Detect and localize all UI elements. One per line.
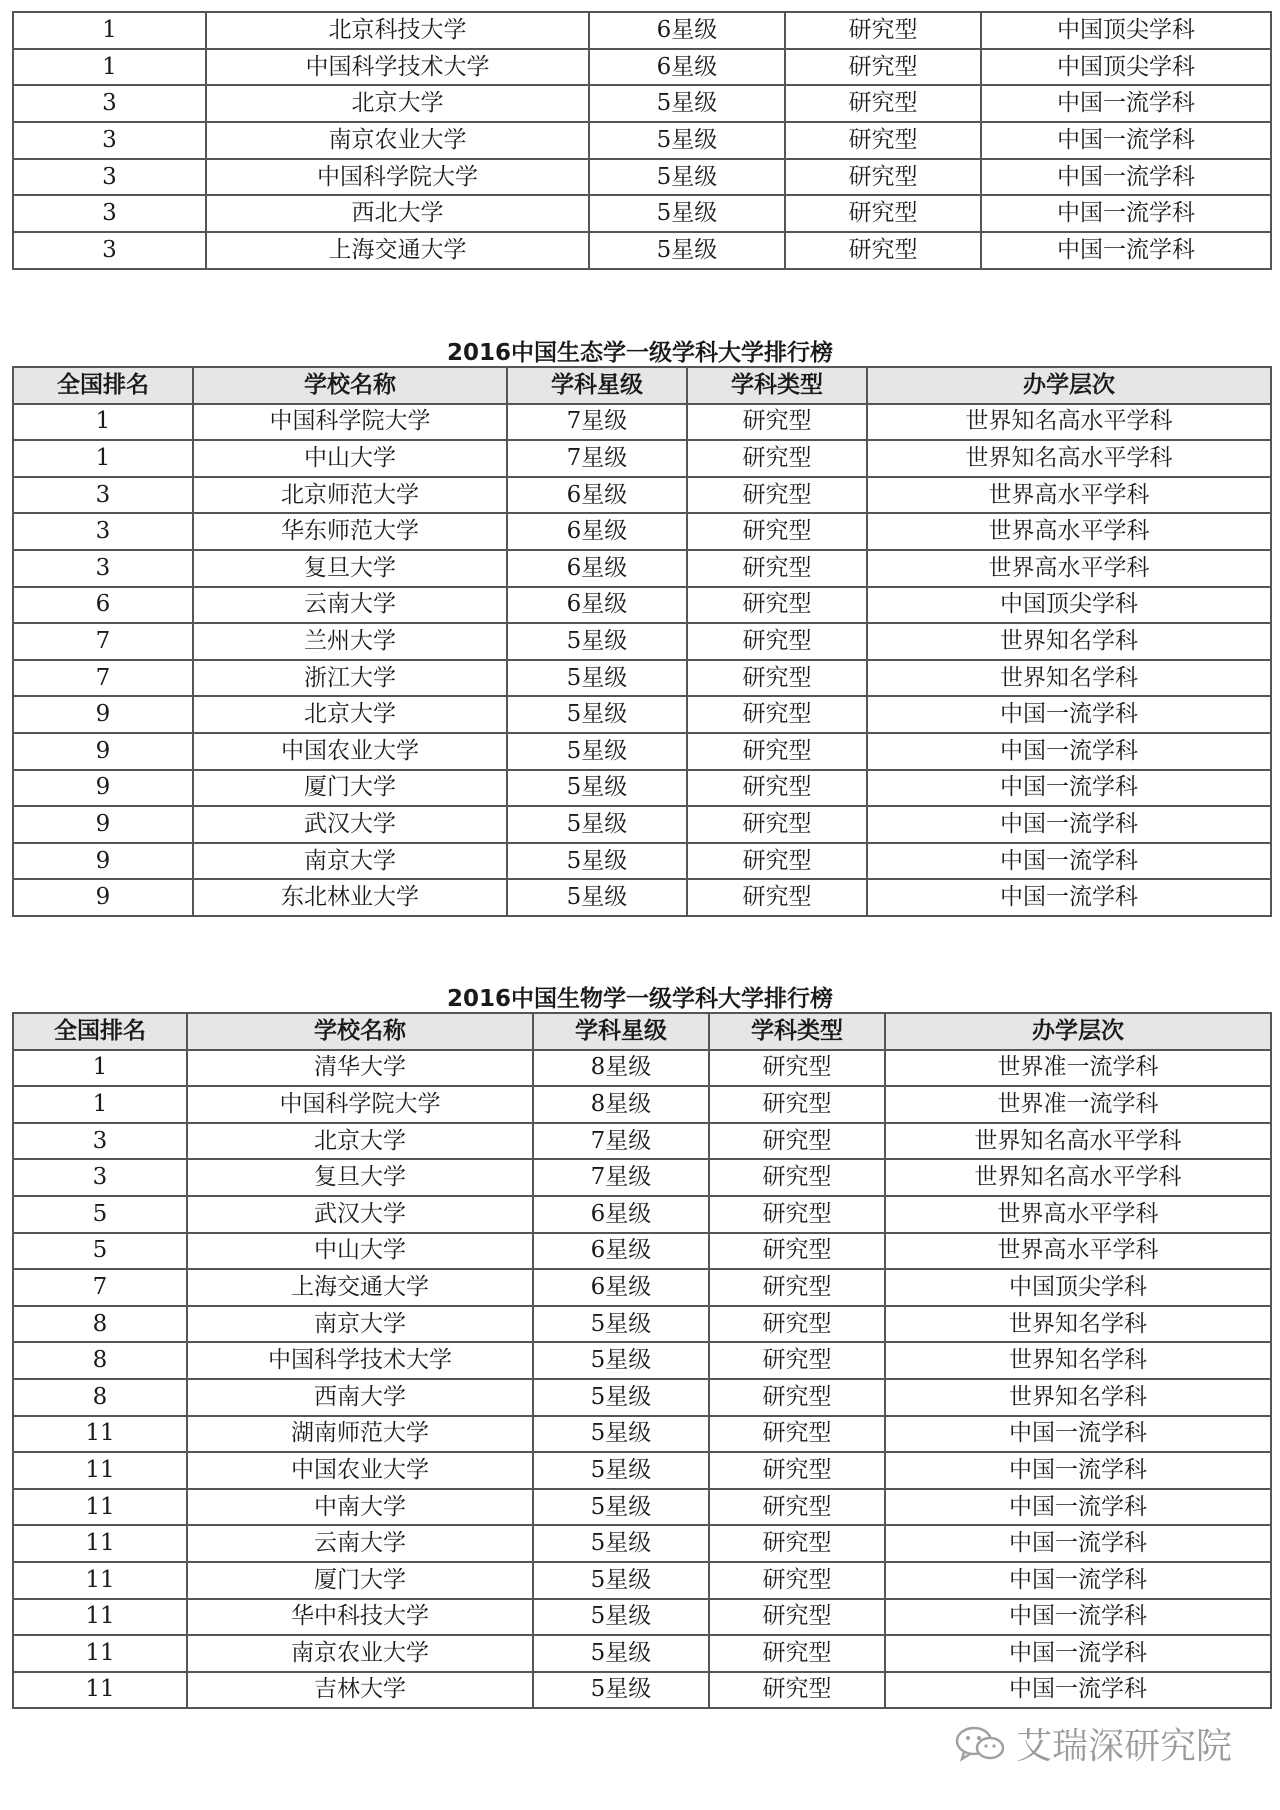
table-row bbox=[13, 1050, 1271, 1087]
cell-rank: 11 bbox=[13, 1635, 187, 1672]
cell-stars: 5星级 bbox=[589, 159, 785, 196]
cell-type: 研究型 bbox=[709, 1196, 885, 1233]
table-row bbox=[13, 843, 1271, 880]
cell-rank: 9 bbox=[13, 696, 193, 733]
cell-stars: 6星级 bbox=[589, 49, 785, 86]
cell-type: 研究型 bbox=[709, 1269, 885, 1306]
table-row bbox=[13, 49, 1271, 86]
cell-rank: 9 bbox=[13, 879, 193, 916]
cell-rank: 9 bbox=[13, 770, 193, 807]
cell-level: 中国一流学科 bbox=[981, 122, 1271, 159]
cell-stars: 5星级 bbox=[589, 122, 785, 159]
cell-stars: 6星级 bbox=[533, 1196, 709, 1233]
biology-ranking-table bbox=[12, 1012, 1272, 1709]
cell-type: 研究型 bbox=[785, 49, 981, 86]
table-row bbox=[13, 587, 1271, 624]
ranking-table-continued bbox=[12, 11, 1272, 270]
cell-type: 研究型 bbox=[687, 623, 867, 660]
cell-stars: 5星级 bbox=[533, 1342, 709, 1379]
cell-stars: 6星级 bbox=[507, 477, 687, 514]
cell-school: 上海交通大学 bbox=[187, 1269, 533, 1306]
cell-level: 中国一流学科 bbox=[867, 806, 1271, 843]
cell-stars: 7星级 bbox=[533, 1159, 709, 1196]
cell-stars: 5星级 bbox=[507, 696, 687, 733]
cell-school: 中国科学院大学 bbox=[187, 1086, 533, 1123]
cell-level: 中国一流学科 bbox=[885, 1489, 1271, 1526]
table-row bbox=[13, 122, 1271, 159]
cell-stars: 5星级 bbox=[533, 1489, 709, 1526]
cell-level: 中国一流学科 bbox=[981, 159, 1271, 196]
table-row bbox=[13, 12, 1271, 49]
cell-school: 中国科学院大学 bbox=[193, 404, 507, 441]
header-rank: 全国排名 bbox=[13, 1013, 187, 1050]
header-stars: 学科星级 bbox=[533, 1013, 709, 1050]
cell-level: 中国一流学科 bbox=[885, 1562, 1271, 1599]
table-row bbox=[13, 1306, 1271, 1343]
cell-school: 南京大学 bbox=[187, 1306, 533, 1343]
cell-type: 研究型 bbox=[709, 1489, 885, 1526]
table-row bbox=[13, 404, 1271, 441]
cell-school: 西南大学 bbox=[187, 1379, 533, 1416]
table-row bbox=[13, 477, 1271, 514]
cell-rank: 9 bbox=[13, 733, 193, 770]
cell-level: 世界准一流学科 bbox=[885, 1050, 1271, 1087]
cell-stars: 5星级 bbox=[533, 1525, 709, 1562]
cell-school: 西北大学 bbox=[206, 195, 589, 232]
cell-level: 世界高水平学科 bbox=[885, 1233, 1271, 1270]
cell-school: 中国科学院大学 bbox=[206, 159, 589, 196]
cell-type: 研究型 bbox=[709, 1672, 885, 1709]
cell-rank: 3 bbox=[13, 1123, 187, 1160]
cell-level: 世界高水平学科 bbox=[867, 477, 1271, 514]
cell-stars: 5星级 bbox=[533, 1635, 709, 1672]
cell-school: 华中科技大学 bbox=[187, 1599, 533, 1636]
cell-type: 研究型 bbox=[785, 12, 981, 49]
cell-stars: 5星级 bbox=[533, 1599, 709, 1636]
cell-type: 研究型 bbox=[709, 1379, 885, 1416]
cell-rank: 9 bbox=[13, 843, 193, 880]
cell-rank: 8 bbox=[13, 1379, 187, 1416]
cell-rank: 8 bbox=[13, 1342, 187, 1379]
cell-rank: 8 bbox=[13, 1306, 187, 1343]
cell-stars: 5星级 bbox=[507, 843, 687, 880]
table-row bbox=[13, 623, 1271, 660]
cell-rank: 3 bbox=[13, 85, 206, 122]
cell-level: 中国一流学科 bbox=[885, 1599, 1271, 1636]
cell-school: 北京大学 bbox=[193, 696, 507, 733]
table-row bbox=[13, 733, 1271, 770]
cell-level: 中国一流学科 bbox=[981, 195, 1271, 232]
cell-rank: 11 bbox=[13, 1452, 187, 1489]
cell-rank: 6 bbox=[13, 587, 193, 624]
cell-type: 研究型 bbox=[687, 513, 867, 550]
watermark-text: 艾瑞深研究院 bbox=[1015, 1726, 1232, 1767]
table-row bbox=[13, 440, 1271, 477]
cell-rank: 3 bbox=[13, 513, 193, 550]
cell-level: 中国一流学科 bbox=[885, 1416, 1271, 1453]
cell-rank: 11 bbox=[13, 1562, 187, 1599]
cell-school: 中国科学技术大学 bbox=[187, 1342, 533, 1379]
cell-stars: 6星级 bbox=[507, 587, 687, 624]
cell-level: 世界知名学科 bbox=[885, 1306, 1271, 1343]
cell-stars: 6星级 bbox=[507, 513, 687, 550]
table-row bbox=[13, 195, 1271, 232]
table-row bbox=[13, 159, 1271, 196]
cell-rank: 7 bbox=[13, 623, 193, 660]
cell-stars: 8星级 bbox=[533, 1086, 709, 1123]
cell-school: 上海交通大学 bbox=[206, 232, 589, 269]
cell-level: 中国一流学科 bbox=[867, 733, 1271, 770]
cell-type: 研究型 bbox=[687, 660, 867, 697]
cell-type: 研究型 bbox=[785, 195, 981, 232]
wechat-icon bbox=[954, 1724, 1006, 1764]
cell-level: 世界知名学科 bbox=[867, 623, 1271, 660]
cell-stars: 6星级 bbox=[507, 550, 687, 587]
header-level: 办学层次 bbox=[885, 1013, 1271, 1050]
table-row bbox=[13, 806, 1271, 843]
cell-stars: 5星级 bbox=[589, 232, 785, 269]
cell-rank: 3 bbox=[13, 159, 206, 196]
cell-rank: 11 bbox=[13, 1416, 187, 1453]
cell-type: 研究型 bbox=[687, 843, 867, 880]
cell-rank: 11 bbox=[13, 1525, 187, 1562]
cell-stars: 7星级 bbox=[507, 440, 687, 477]
cell-school: 中南大学 bbox=[187, 1489, 533, 1526]
cell-rank: 5 bbox=[13, 1233, 187, 1270]
cell-school: 中国农业大学 bbox=[187, 1452, 533, 1489]
cell-level: 世界高水平学科 bbox=[867, 550, 1271, 587]
cell-stars: 5星级 bbox=[533, 1562, 709, 1599]
cell-type: 研究型 bbox=[709, 1233, 885, 1270]
cell-rank: 5 bbox=[13, 1196, 187, 1233]
table-row bbox=[13, 1379, 1271, 1416]
cell-level: 中国一流学科 bbox=[885, 1672, 1271, 1709]
cell-type: 研究型 bbox=[709, 1086, 885, 1123]
header-school: 学校名称 bbox=[193, 367, 507, 404]
ecology-ranking-table bbox=[12, 366, 1272, 917]
cell-school: 云南大学 bbox=[187, 1525, 533, 1562]
cell-type: 研究型 bbox=[709, 1416, 885, 1453]
cell-stars: 5星级 bbox=[589, 195, 785, 232]
table-header-row bbox=[13, 1013, 1271, 1050]
cell-school: 清华大学 bbox=[187, 1050, 533, 1087]
cell-level: 世界知名高水平学科 bbox=[867, 404, 1271, 441]
cell-type: 研究型 bbox=[687, 733, 867, 770]
cell-level: 中国一流学科 bbox=[867, 843, 1271, 880]
cell-type: 研究型 bbox=[709, 1342, 885, 1379]
cell-type: 研究型 bbox=[687, 587, 867, 624]
cell-rank: 7 bbox=[13, 1269, 187, 1306]
cell-type: 研究型 bbox=[709, 1635, 885, 1672]
cell-type: 研究型 bbox=[709, 1562, 885, 1599]
cell-type: 研究型 bbox=[709, 1599, 885, 1636]
cell-school: 云南大学 bbox=[193, 587, 507, 624]
cell-type: 研究型 bbox=[709, 1306, 885, 1343]
cell-stars: 5星级 bbox=[507, 806, 687, 843]
table-row bbox=[13, 85, 1271, 122]
cell-rank: 3 bbox=[13, 195, 206, 232]
cell-type: 研究型 bbox=[709, 1123, 885, 1160]
cell-level: 中国一流学科 bbox=[867, 770, 1271, 807]
cell-school: 南京农业大学 bbox=[206, 122, 589, 159]
cell-stars: 5星级 bbox=[507, 733, 687, 770]
cell-stars: 5星级 bbox=[533, 1452, 709, 1489]
cell-rank: 1 bbox=[13, 12, 206, 49]
table-row bbox=[13, 879, 1271, 916]
cell-type: 研究型 bbox=[687, 550, 867, 587]
cell-stars: 5星级 bbox=[533, 1416, 709, 1453]
cell-stars: 7星级 bbox=[533, 1123, 709, 1160]
table-title-ecology: 2016中国生态学一级学科大学排行榜 bbox=[446, 340, 833, 366]
cell-level: 中国一流学科 bbox=[885, 1635, 1271, 1672]
cell-level: 中国一流学科 bbox=[867, 879, 1271, 916]
cell-stars: 6星级 bbox=[533, 1233, 709, 1270]
cell-type: 研究型 bbox=[687, 404, 867, 441]
cell-rank: 1 bbox=[13, 1050, 187, 1087]
cell-rank: 1 bbox=[13, 1086, 187, 1123]
table-row bbox=[13, 770, 1271, 807]
cell-type: 研究型 bbox=[785, 85, 981, 122]
cell-rank: 7 bbox=[13, 660, 193, 697]
watermark bbox=[954, 1718, 1232, 1769]
cell-school: 南京大学 bbox=[193, 843, 507, 880]
cell-school: 北京师范大学 bbox=[193, 477, 507, 514]
cell-stars: 5星级 bbox=[507, 623, 687, 660]
header-type: 学科类型 bbox=[709, 1013, 885, 1050]
table-row bbox=[13, 1269, 1271, 1306]
cell-level: 世界知名学科 bbox=[885, 1379, 1271, 1416]
cell-rank: 3 bbox=[13, 477, 193, 514]
table-row bbox=[13, 1672, 1271, 1709]
table-row bbox=[13, 1599, 1271, 1636]
table-row bbox=[13, 1086, 1271, 1123]
cell-type: 研究型 bbox=[687, 806, 867, 843]
cell-level: 中国顶尖学科 bbox=[885, 1269, 1271, 1306]
cell-level: 中国一流学科 bbox=[981, 85, 1271, 122]
cell-school: 武汉大学 bbox=[187, 1196, 533, 1233]
table-row bbox=[13, 1562, 1271, 1599]
cell-rank: 11 bbox=[13, 1672, 187, 1709]
table-header-row bbox=[13, 367, 1271, 404]
cell-school: 厦门大学 bbox=[193, 770, 507, 807]
cell-stars: 7星级 bbox=[507, 404, 687, 441]
cell-type: 研究型 bbox=[687, 440, 867, 477]
cell-level: 中国一流学科 bbox=[867, 696, 1271, 733]
header-level: 办学层次 bbox=[867, 367, 1271, 404]
cell-level: 中国一流学科 bbox=[885, 1525, 1271, 1562]
cell-level: 世界知名学科 bbox=[867, 660, 1271, 697]
cell-school: 复旦大学 bbox=[193, 550, 507, 587]
cell-level: 世界知名高水平学科 bbox=[885, 1123, 1271, 1160]
table-row bbox=[13, 1635, 1271, 1672]
cell-school: 北京大学 bbox=[206, 85, 589, 122]
table-row bbox=[13, 1489, 1271, 1526]
header-stars: 学科星级 bbox=[507, 367, 687, 404]
cell-rank: 1 bbox=[13, 404, 193, 441]
cell-type: 研究型 bbox=[687, 477, 867, 514]
cell-stars: 8星级 bbox=[533, 1050, 709, 1087]
cell-school: 中国农业大学 bbox=[193, 733, 507, 770]
cell-school: 湖南师范大学 bbox=[187, 1416, 533, 1453]
cell-level: 世界知名学科 bbox=[885, 1342, 1271, 1379]
cell-level: 中国顶尖学科 bbox=[981, 12, 1271, 49]
table-row bbox=[13, 696, 1271, 733]
cell-level: 世界高水平学科 bbox=[867, 513, 1271, 550]
cell-type: 研究型 bbox=[785, 232, 981, 269]
cell-level: 世界知名高水平学科 bbox=[867, 440, 1271, 477]
cell-type: 研究型 bbox=[785, 122, 981, 159]
table-row bbox=[13, 1123, 1271, 1160]
cell-stars: 5星级 bbox=[507, 770, 687, 807]
cell-rank: 1 bbox=[13, 49, 206, 86]
cell-stars: 5星级 bbox=[507, 879, 687, 916]
table-row bbox=[13, 1159, 1271, 1196]
header-rank: 全国排名 bbox=[13, 367, 193, 404]
cell-level: 世界高水平学科 bbox=[885, 1196, 1271, 1233]
table-row bbox=[13, 513, 1271, 550]
table-title-biology: 2016中国生物学一级学科大学排行榜 bbox=[446, 986, 833, 1012]
cell-school: 北京大学 bbox=[187, 1123, 533, 1160]
cell-school: 复旦大学 bbox=[187, 1159, 533, 1196]
table-row bbox=[13, 1342, 1271, 1379]
cell-level: 中国一流学科 bbox=[981, 232, 1271, 269]
cell-type: 研究型 bbox=[709, 1159, 885, 1196]
cell-level: 中国顶尖学科 bbox=[867, 587, 1271, 624]
cell-school: 武汉大学 bbox=[193, 806, 507, 843]
table-body bbox=[13, 1050, 1271, 1709]
cell-rank: 11 bbox=[13, 1489, 187, 1526]
table-row bbox=[13, 1233, 1271, 1270]
cell-school: 南京农业大学 bbox=[187, 1635, 533, 1672]
cell-level: 中国顶尖学科 bbox=[981, 49, 1271, 86]
table-row bbox=[13, 1196, 1271, 1233]
cell-school: 中国科学技术大学 bbox=[206, 49, 589, 86]
cell-rank: 3 bbox=[13, 550, 193, 587]
cell-level: 中国一流学科 bbox=[885, 1452, 1271, 1489]
cell-stars: 6星级 bbox=[589, 12, 785, 49]
header-school: 学校名称 bbox=[187, 1013, 533, 1050]
table-row bbox=[13, 1416, 1271, 1453]
cell-type: 研究型 bbox=[709, 1525, 885, 1562]
table-body bbox=[13, 12, 1271, 269]
cell-type: 研究型 bbox=[785, 159, 981, 196]
cell-rank: 9 bbox=[13, 806, 193, 843]
cell-type: 研究型 bbox=[709, 1050, 885, 1087]
cell-level: 世界准一流学科 bbox=[885, 1086, 1271, 1123]
cell-rank: 11 bbox=[13, 1599, 187, 1636]
cell-stars: 6星级 bbox=[533, 1269, 709, 1306]
cell-school: 浙江大学 bbox=[193, 660, 507, 697]
cell-stars: 5星级 bbox=[533, 1672, 709, 1709]
cell-type: 研究型 bbox=[687, 879, 867, 916]
cell-school: 中山大学 bbox=[193, 440, 507, 477]
cell-school: 吉林大学 bbox=[187, 1672, 533, 1709]
cell-type: 研究型 bbox=[687, 696, 867, 733]
cell-rank: 3 bbox=[13, 122, 206, 159]
cell-school: 北京科技大学 bbox=[206, 12, 589, 49]
cell-rank: 3 bbox=[13, 232, 206, 269]
cell-stars: 5星级 bbox=[507, 660, 687, 697]
cell-school: 中山大学 bbox=[187, 1233, 533, 1270]
cell-rank: 1 bbox=[13, 440, 193, 477]
cell-type: 研究型 bbox=[687, 770, 867, 807]
cell-school: 兰州大学 bbox=[193, 623, 507, 660]
header-type: 学科类型 bbox=[687, 367, 867, 404]
table-row bbox=[13, 1452, 1271, 1489]
cell-stars: 5星级 bbox=[533, 1306, 709, 1343]
cell-level: 世界知名高水平学科 bbox=[885, 1159, 1271, 1196]
table-row bbox=[13, 232, 1271, 269]
cell-stars: 5星级 bbox=[533, 1379, 709, 1416]
table-row bbox=[13, 550, 1271, 587]
table-body bbox=[13, 404, 1271, 916]
cell-stars: 5星级 bbox=[589, 85, 785, 122]
table-row bbox=[13, 660, 1271, 697]
cell-rank: 3 bbox=[13, 1159, 187, 1196]
cell-type: 研究型 bbox=[709, 1452, 885, 1489]
cell-school: 厦门大学 bbox=[187, 1562, 533, 1599]
cell-school: 东北林业大学 bbox=[193, 879, 507, 916]
cell-school: 华东师范大学 bbox=[193, 513, 507, 550]
table-row bbox=[13, 1525, 1271, 1562]
